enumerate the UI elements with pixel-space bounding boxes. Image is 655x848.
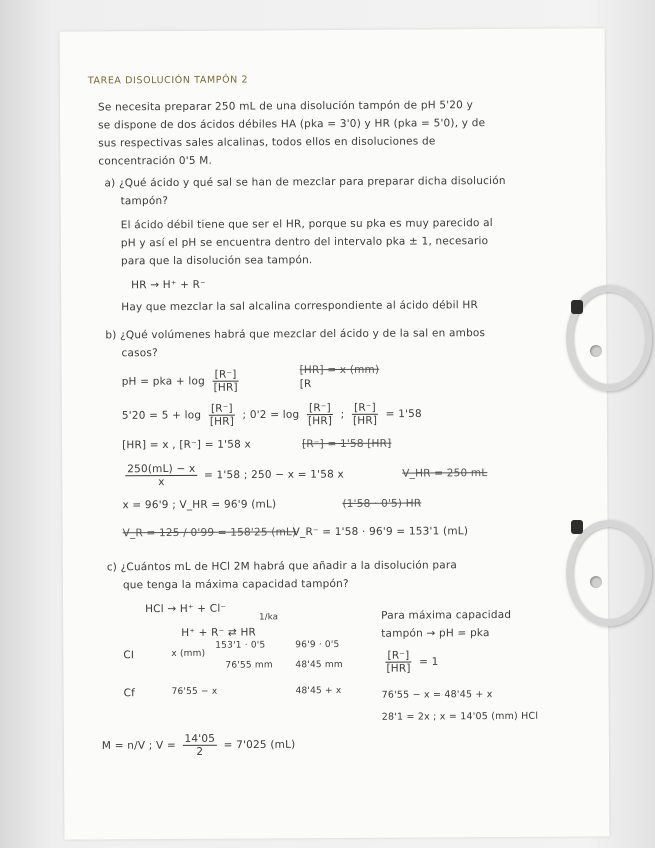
equation-b5-crossed: (1'58 · 0'5) HR: [342, 497, 422, 510]
intro-line-2: se dispone de dos ácidos débiles HA (pka = 3'0) y HR (pka = 5'0), y de: [98, 117, 486, 132]
equation-b2-result: = 1'58: [385, 407, 422, 421]
fraction-denominator: [HR]: [352, 414, 378, 427]
fraction-denominator: [HR]: [213, 381, 238, 394]
equation-b4-crossed: V_HR = 250 mL: [402, 467, 488, 480]
fraction-numerator: [R⁻]: [213, 369, 239, 382]
reaction-hr: HR → H⁺ + R⁻: [131, 278, 206, 292]
final-equation-right: = 7'025 (mL): [223, 738, 296, 752]
answer-a-line-2: pH y así el pH se encuentra dentro del intervalo pka ± 1, necesario: [120, 235, 489, 250]
fraction-denominator: [HR]: [209, 415, 235, 428]
ci-h: x (mm): [171, 648, 206, 660]
punch-hole-bottom: [590, 576, 602, 588]
equation-b5: x = 96'9 ; V_HR = 96'9 (mL): [122, 498, 277, 512]
question-b-line-1: b) ¿Qué volúmenes habrá que mezclar del ácido y de la sal en ambos: [105, 327, 486, 342]
equation-b1-crossed-2: [R: [299, 378, 312, 391]
question-b-line-2: casos?: [121, 347, 158, 360]
equation-b4-rest: = 1'58 ; 250 − x = 1'58 x: [203, 468, 345, 482]
fraction-denominator: [HR]: [386, 662, 411, 675]
equation-b2-left: 5'20 = 5 + log: [121, 409, 202, 422]
equation-b4-fraction: [125, 463, 197, 488]
equation-b6: V_R⁻ = 1'58 · 96'9 = 153'1 (mL): [292, 525, 469, 539]
ci-hr: 96'9 · 0'5: [295, 639, 340, 651]
question-a-line-1: a) ¿Qué ácido y qué sal se han de mezclar para preparar dicha disolución: [104, 174, 506, 190]
page-title: TAREA DISOLUCIÓN TAMPÓN 2: [87, 74, 249, 87]
answer-a-line-1: El ácido débil tiene que ser el HR, porque su pka es muy parecido al: [120, 217, 493, 232]
equation-b2-separator: ;: [340, 408, 345, 421]
equation-b2-fraction-3: [351, 402, 379, 427]
fraction-numerator: [R⁻]: [307, 402, 333, 415]
equation-b3-crossed: [R⁻] = 1'58 [HR]: [302, 437, 392, 451]
equation-b6-crossed: V_R = 125 / 0'99 = 158'25 (mL): [122, 526, 297, 540]
ci-r: 153'1 · 0'5: [215, 640, 266, 651]
equation-b2-mid: ; 0'2 = log: [242, 408, 300, 422]
side-equation-3: 28'1 = 2x ; x = 14'05 (mm) HCl: [381, 710, 539, 723]
equation-b1-fraction: [211, 369, 239, 394]
cf-label: Cf: [123, 687, 136, 700]
final-equation-left: M = n/V ; V =: [101, 739, 176, 752]
final-equation: [102, 732, 296, 758]
side-ratio: [381, 649, 438, 674]
equation-b2-fraction-2: [306, 402, 334, 427]
intro-line-4: concentración 0'5 M.: [98, 154, 213, 168]
fraction-denominator: [HR]: [307, 415, 333, 428]
notebook-page: [60, 28, 610, 839]
side-ratio-value: = 1: [419, 655, 439, 668]
final-equation-fraction: [182, 733, 217, 758]
punch-hole-top: [590, 345, 602, 357]
question-c-line-1: c) ¿Cuántos mL de HCl 2M habrá que añadir a la disolución para: [106, 559, 458, 574]
cf-r: 76'55 − x: [171, 686, 218, 697]
equation-b1-left: pH = pka + log: [121, 375, 206, 388]
equation-b3: [HR] = x , [R⁻] = 1'58 x: [122, 438, 251, 452]
binder-ring-bottom: [566, 520, 652, 626]
question-a-line-2: tampón?: [120, 195, 169, 208]
fraction-denominator: 2: [196, 745, 204, 758]
side-note-line-2: tampón → pH = pka: [381, 627, 490, 640]
answer-a-conclusion: Hay que mezclar la sal alcalina correspondiente al ácido débil HR: [121, 299, 479, 314]
binder-ring-post-bottom: [571, 520, 583, 534]
reaction-equilibrium: H⁺ + R⁻ ⇄ HR: [181, 626, 257, 639]
fraction-numerator: [R⁻]: [209, 403, 235, 416]
fraction-numerator: [R⁻]: [385, 650, 411, 663]
equation-b1: [122, 369, 243, 395]
fraction-numerator: 250(mL) − x: [125, 463, 197, 476]
equation-b4: [122, 462, 344, 488]
ci-r-value: 76'55 mm: [225, 660, 273, 671]
fraction-denominator: x: [158, 476, 165, 489]
reaction-hcl: HCl → H⁺ + Cl⁻: [145, 602, 227, 616]
cf-hr: 48'45 + x: [295, 685, 342, 697]
equation-b2: [122, 401, 422, 428]
question-c-line-2: que tenga la máxima capacidad tampón?: [122, 577, 349, 592]
binder-ring-post-top: [571, 300, 583, 314]
equation-b2-fraction-1: [208, 403, 236, 428]
intro-line-3: sus respectivas sales alcalinas, todos ellos en disoluciones de: [98, 135, 436, 150]
answer-a-line-3: para que la disolución sea tampón.: [120, 254, 313, 268]
side-equation-2: 76'55 − x = 48'45 + x: [381, 689, 493, 701]
side-ratio-fraction: [384, 650, 412, 675]
intro-line-1: Se necesita preparar 250 mL de una disolución tampón de pH 5'20 y: [97, 99, 474, 114]
ci-label: CI: [123, 649, 135, 662]
side-note-line-1: Para máxima capacidad: [381, 608, 512, 622]
ci-hr-value: 48'45 mm: [295, 659, 343, 671]
fraction-numerator: 14'05: [182, 733, 217, 746]
equation-b1-crossed: [HR] = x (mm): [299, 363, 380, 377]
fraction-numerator: [R⁻]: [352, 402, 378, 415]
equilibrium-constant-label: 1/ka: [259, 612, 279, 623]
